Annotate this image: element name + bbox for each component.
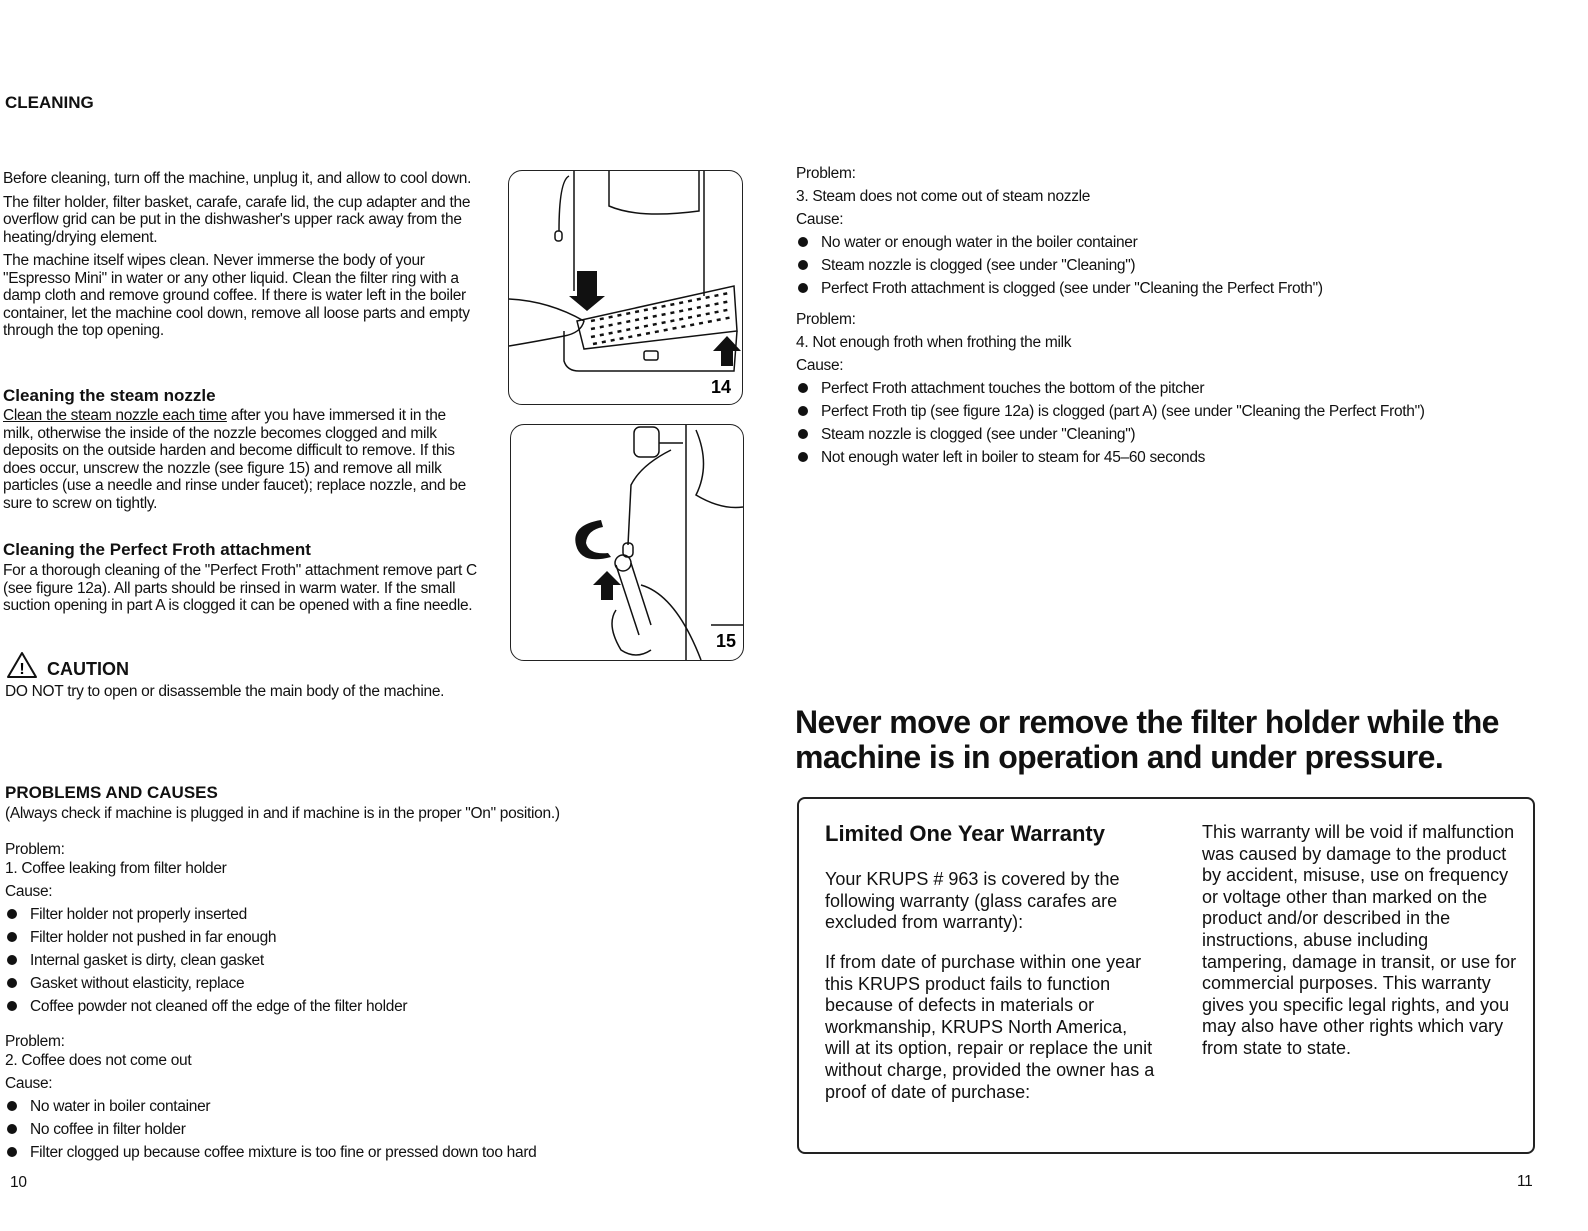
- problems-heading: PROBLEMS AND CAUSES: [5, 783, 218, 802]
- problem-label: Problem:: [5, 841, 65, 858]
- bullet-icon: [7, 909, 17, 919]
- problem-text: 4. Not enough froth when frothing the milk: [796, 334, 1072, 351]
- cause-item: [5, 1141, 705, 1164]
- cause-text: Filter holder not pushed in far enough: [30, 929, 277, 946]
- froth-heading: Cleaning the Perfect Froth attachment: [3, 540, 311, 559]
- page-number-left: 10: [10, 1174, 27, 1191]
- bullet-icon: [798, 406, 808, 416]
- cause-item: [796, 231, 1556, 254]
- cause-text: No water in boiler container: [30, 1098, 211, 1115]
- bullet-icon: [798, 237, 808, 247]
- cause-item: [796, 400, 1556, 423]
- problem-label: Problem:: [5, 1033, 65, 1050]
- cause-item: [796, 254, 1556, 277]
- cause-text: No water or enough water in the boiler container: [821, 234, 1138, 251]
- cause-text: Perfect Froth attachment touches the bottom of the pitcher: [821, 380, 1205, 397]
- steam-nozzle-illustration: [511, 425, 743, 660]
- caution-heading: [5, 650, 129, 680]
- bullet-icon: [798, 383, 808, 393]
- nozzle-paragraph: [3, 407, 478, 512]
- cause-label: Cause:: [796, 211, 844, 228]
- problem-block-4: [796, 308, 1556, 469]
- bullet-icon: [798, 283, 808, 293]
- figure-14-label: 14: [710, 377, 731, 397]
- problem-label: Problem:: [796, 165, 856, 182]
- cause-item: [796, 423, 1556, 446]
- cause-text: Gasket without elasticity, replace: [30, 975, 245, 992]
- bullet-icon: [7, 978, 17, 988]
- nozzle-text: after you have immersed it in the milk, otherwise the inside of the nozzle becomes clogged and milk deposits on the outside harden and become difficult to remove. If this does occur, unscrew the nozzle (see figure 15) and remove all milk particles (use a needle and rinse under faucet); replace nozzle, and be sure to screw on tightly.: [3, 407, 466, 512]
- cause-item: [796, 446, 1556, 469]
- bullet-icon: [798, 260, 808, 270]
- cause-item: [5, 1095, 705, 1118]
- bullet-icon: [7, 1001, 17, 1011]
- cause-text: No coffee in filter holder: [30, 1121, 186, 1138]
- svg-text:!: !: [19, 661, 25, 678]
- nozzle-emphasis: Clean the steam nozzle each time: [3, 407, 227, 424]
- cause-text: Filter clogged up because coffee mixture is too fine or pressed down too hard: [30, 1144, 537, 1161]
- filter-holder-warning: Never move or remove the filter holder while the machine is in operation and under pressure.: [795, 704, 1499, 775]
- bullet-icon: [7, 1147, 17, 1157]
- cause-item: [5, 903, 705, 926]
- cause-text: Steam nozzle is clogged (see under "Cleaning"): [821, 257, 1136, 274]
- page-number-right: 11: [1517, 1173, 1533, 1190]
- overflow-grid-illustration: [509, 171, 742, 404]
- nozzle-heading: Cleaning the steam nozzle: [3, 386, 216, 405]
- problem-block-2: [5, 1030, 705, 1164]
- cause-item: [796, 277, 1556, 300]
- froth-paragraph: For a thorough cleaning of the "Perfect Froth" attachment remove part C (see figure 12a). All parts should be rinsed in warm water. If the small suction opening in part A is clogged it can be opened with a fine needle.: [3, 562, 477, 614]
- cause-item: [5, 926, 705, 949]
- cause-item: [5, 949, 705, 972]
- figure-15-label: 15: [715, 631, 736, 651]
- problems-note: (Always check if machine is plugged in and if machine is in the proper "On" position.): [5, 805, 560, 822]
- cause-text: Coffee powder not cleaned off the edge of the filter holder: [30, 998, 408, 1015]
- intro-paragraph: The machine itself wipes clean. Never immerse the body of your "Espresso Mini" in water or any other liquid. Clean the filter ring with a damp cloth and remove ground coffee. If there is water left in the boiler container, let the machine cool down, remove all loose parts and empty through the top opening.: [3, 252, 470, 339]
- problem-block-1: [5, 838, 705, 1018]
- cause-label: Cause:: [5, 883, 53, 900]
- intro-paragraph: Before cleaning, turn off the machine, unplug it, and allow to cool down.: [3, 170, 472, 187]
- warranty-box: [797, 797, 1535, 1154]
- cause-item: [796, 377, 1556, 400]
- cause-text: Filter holder not properly inserted: [30, 906, 247, 923]
- problem-text: 2. Coffee does not come out: [5, 1052, 192, 1069]
- section-title-cleaning: CLEANING: [5, 93, 94, 112]
- bullet-icon: [7, 955, 17, 965]
- figure-14-overflow-grid: [508, 170, 743, 405]
- problem-text: 1. Coffee leaking from filter holder: [5, 860, 227, 877]
- cleaning-intro: [3, 170, 488, 346]
- problem-text: 3. Steam does not come out of steam nozzle: [796, 188, 1091, 205]
- warning-triangle-icon: [5, 650, 39, 680]
- bullet-icon: [798, 452, 808, 462]
- cause-text: Steam nozzle is clogged (see under "Cleaning"): [821, 426, 1136, 443]
- cause-label: Cause:: [796, 357, 844, 374]
- intro-paragraph: The filter holder, filter basket, carafe, carafe lid, the cup adapter and the overflow grid can be put in the dishwasher's upper rack away from the heating/drying element.: [3, 193, 471, 246]
- bullet-icon: [7, 932, 17, 942]
- cause-text: Perfect Froth tip (see figure 12a) is clogged (part A) (see under "Cleaning the Perfect Froth"): [821, 403, 1425, 420]
- bullet-icon: [7, 1124, 17, 1134]
- cause-item: [5, 1118, 705, 1141]
- cause-text: Not enough water left in boiler to steam for 45–60 seconds: [821, 449, 1206, 466]
- cause-item: [5, 972, 705, 995]
- problem-label: Problem:: [796, 311, 856, 328]
- caution-label: CAUTION: [47, 659, 129, 679]
- bullet-icon: [798, 429, 808, 439]
- cause-text: Perfect Froth attachment is clogged (see under "Cleaning the Perfect Froth"): [821, 280, 1323, 297]
- warranty-title: Limited One Year Warranty: [825, 821, 1105, 846]
- cause-label: Cause:: [5, 1075, 53, 1092]
- cause-text: Internal gasket is dirty, clean gasket: [30, 952, 264, 969]
- warranty-coverage: Your KRUPS # 963 is covered by the following warranty (glass carafes are excluded from warranty):: [825, 869, 1120, 933]
- cause-item: [5, 995, 705, 1018]
- warranty-terms: If from date of purchase within one year this KRUPS product fails to function because of defects in materials or workmanship, KRUPS North America, will at its option, repair or replace the unit without charge, provided the owner has a proof of date of purchase:: [825, 952, 1155, 1102]
- bullet-icon: [7, 1101, 17, 1111]
- caution-text: DO NOT try to open or disassemble the main body of the machine.: [5, 683, 445, 700]
- warranty-exclusions: This warranty will be void if malfunction was caused by damage to the product by accident, misuse, use on frequency or voltage other than marked on the product and/or described in the instructions, abuse including tampering, damage in transit, or use for commercial purposes. This warranty gives you specific legal rights, and you may also have other rights which vary from state to state.: [1202, 822, 1517, 1058]
- figure-15-steam-nozzle: [510, 424, 744, 661]
- problem-block-3: [796, 162, 1556, 300]
